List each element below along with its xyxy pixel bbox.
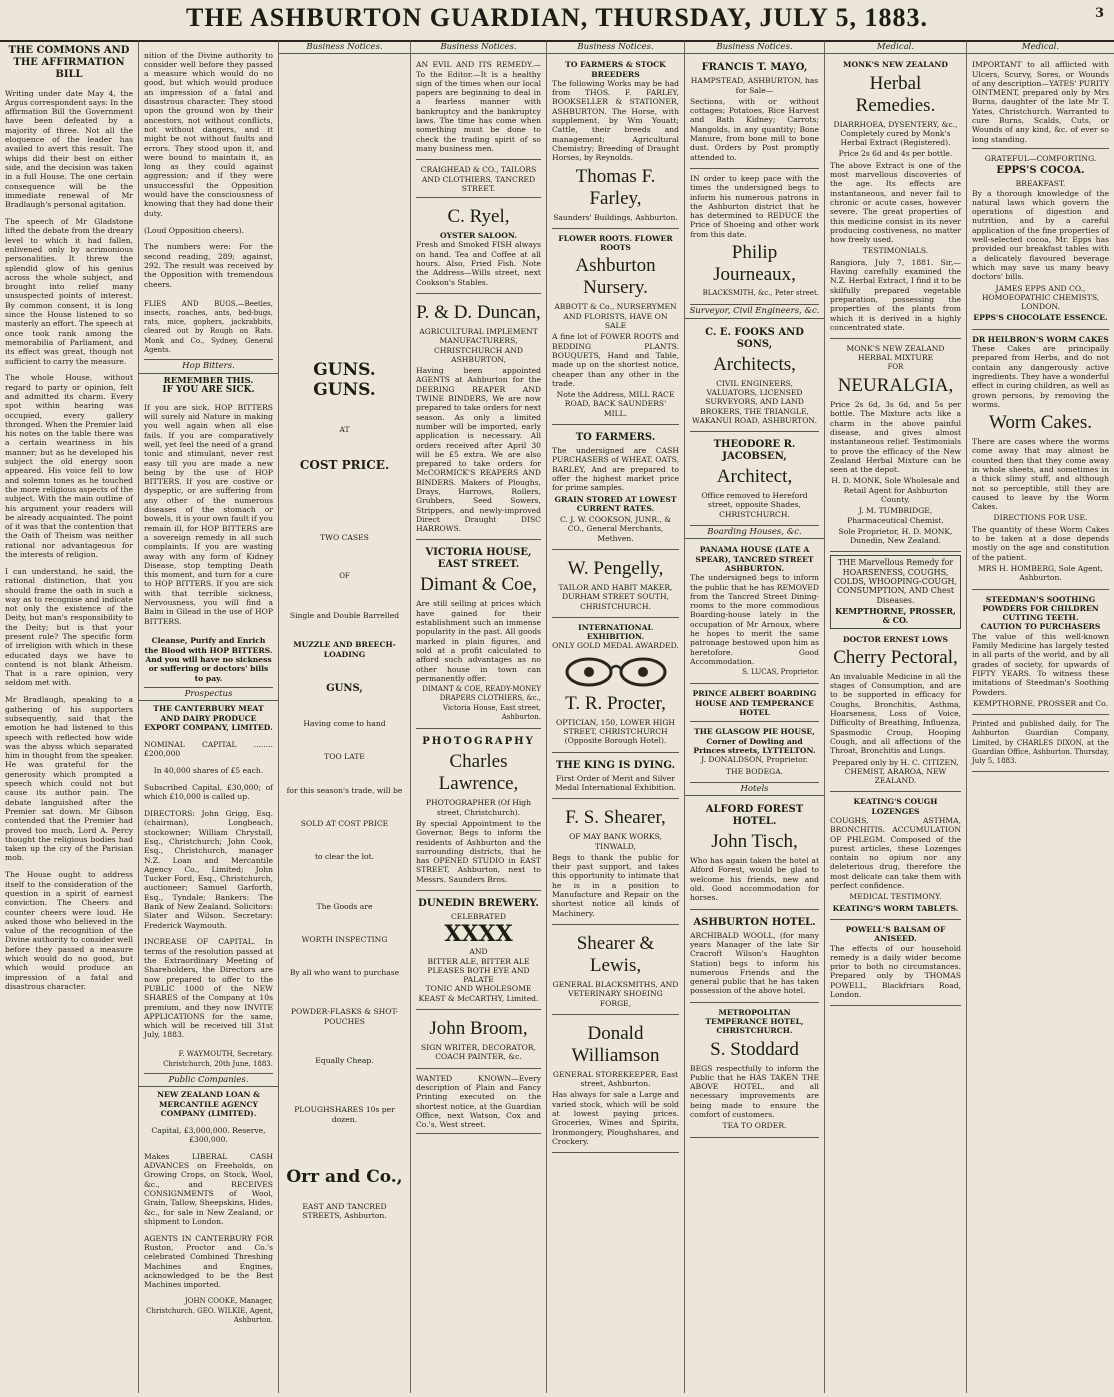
ad-hop-title: REMEMBER THIS. bbox=[163, 375, 254, 386]
ad-powell-title: POWELL'S BALSAM OF ANISEED. bbox=[845, 924, 946, 944]
section-heading-business: Business Notices. bbox=[411, 43, 546, 54]
ad-journeaux bbox=[690, 171, 819, 305]
ad-abbott-body: A fine lot of FOWER ROOTS and BEDDING PLANTS. BOUQUETS, Hand and Table, made up on the shortest notice, cheaper than any other in the trade. bbox=[552, 332, 679, 388]
ad-heilbron-title: DR HEILBRON'S WORM CAKES bbox=[972, 334, 1109, 344]
ad-worm-tablets: KEATING'S WORM TABLETS. bbox=[832, 903, 959, 913]
ad-shearer-lewis-name: Shearer & Lewis, bbox=[576, 932, 655, 976]
ad-tumbridge: J. M. TUMBRIDGE, Pharmaceutical Chemist. bbox=[847, 506, 944, 525]
agents-signature: JOHN COOKE, Manager, Christchurch. GEO. WILKIE, Agent, Ashburton. bbox=[146, 1297, 273, 1324]
ad-hop-body: If you are sick, HOP BITTERS will surely aid Nature in making you well again when all else fails. If you are comparatively well, yet feel the need of a grand tonic and stimulant, never rest easy till you are made a new being by the use of HOP BITTERS. If you are costive or dyspeptic, or are suffering from any other of the numerous diseases of the stomach or bowels, it is your own fault if you remain ill, for HOP BITTERS are a sovereign remedy in all such complaints. If you are wasting away with any form of Kidney Disease, stop tempting Death this moment, and turn for a cure to HOP BITTERS. If you are sick with that terrible sickness, Nervousness, you will find a Balm in Gilead in the use of HOP BITTERS. bbox=[144, 402, 273, 626]
ad-glasgow bbox=[690, 724, 819, 782]
ad-intl-heading: INTERNATIONAL EXHIBITION. bbox=[578, 622, 653, 642]
ad-epps bbox=[972, 151, 1109, 330]
ad-duncan-body: Having been appointed AGENTS at Ashburton for the DEERING REAPER AND TWINE BINDERS, We are now prepared to take orders for next season. As only a limited number will be imported, early application is necessary. All orders received after April 30 will be £5 extra. We are also prepared to take orders for McCORMICK'S REAPERS AND BINDERS. Makers of Ploughs, Drays, Harrows, Rollers, Grubbers, Seed Sowers, Strippers, and newly-improved Direct Draught DISC HARROWS. bbox=[416, 366, 541, 534]
ad-fooks-architects: Architects, bbox=[713, 353, 796, 375]
section-heading-hotels: Hotels bbox=[685, 785, 824, 796]
ad-farmers-heading: TO FARMERS & STOCK BREEDERS bbox=[565, 60, 666, 79]
section-heading-business: Business Notices. bbox=[685, 43, 824, 54]
ad-guns-title: GUNS. GUNS. bbox=[313, 360, 376, 401]
ad-guns-season: for this season's trade, will be bbox=[286, 785, 403, 795]
article-paragraph: Writing under date May 4, the Argus correspondent says: In the affirmation Bill the Government have been defeated by a majority of three. Not all the eloquence of the leader has availed to avert this result. The whips did their best on either side, and the decision was taken in a full House. The one certain consequence will be the immediate renewal of Mr Bradlaugh's personal agitation. bbox=[5, 88, 134, 210]
ad-orr-address: EAST AND TANCRED STREETS, Ashburton. bbox=[302, 1201, 387, 1221]
section-heading-surveyors: Surveyor, Civil Engineers, &c. bbox=[685, 307, 824, 318]
section-heading-boarding: Boarding Houses, &c. bbox=[685, 528, 824, 539]
ad-duncan-name: P. & D. Duncan, bbox=[416, 301, 541, 323]
column-6 bbox=[685, 41, 825, 1393]
ad-ryel-name: C. Ryel, bbox=[447, 206, 510, 228]
ad-mayo-body: Sections, with or without cottages; Potatoes, Rice Harvest and Bath Kidney; Carrots; Mangolds, in any quantity; Bone Manure, from bone mill to bone dust. Orders by Post promptly attended to. bbox=[690, 96, 819, 162]
ad-mixture-title: MONK'S NEW ZEALAND HERBAL MIXTURE bbox=[846, 344, 945, 363]
ad-mayo-sub: HAMPSTEAD, ASHBURTON, has for Sale— bbox=[690, 76, 819, 95]
prospectus-subscribed: Subscribed Capital, £30,000; of which £10,000 is called up. bbox=[144, 782, 273, 802]
ad-flower-heading: FLOWER ROOTS. FLOWER ROOTS bbox=[558, 233, 673, 253]
column-3 bbox=[279, 41, 411, 1393]
article-source: (Loud Opposition cheers). bbox=[144, 225, 244, 235]
ad-dimant-body: Are still selling at prices which have gained for their establishment such an immense popularity in the past. All goods marked in plain figures, and sold at a profit calculated to afford such advantages as no other house in town can permanently offer. bbox=[416, 599, 541, 683]
ad-steedman bbox=[972, 592, 1109, 716]
ad-dimant bbox=[416, 542, 541, 729]
ad-heilbron-body: These Cakes are principally prepared from Herbs, and do not contain any dangerously active ingredients. They have a wonderful effect in curing children, as well as grown persons, by removing the worms. bbox=[972, 344, 1109, 409]
article-paragraph: Mr Bradlaugh, speaking to a gathering of his supporters subsequently, said that the emotion he had listened to this speech with reflected how wide was the abyss which separated him in thought from the speaker. He was grateful for the generosity which prompted a speech which could not but cause its author pain. The debate languished after the Premier sat down. Mr Gibson contended that the Premier had proved too much. Lord A. Percy thought the religious bodies had taken up the cry of the Parisian mob. bbox=[5, 695, 133, 863]
section-heading-prospectus: Prospectus bbox=[139, 690, 278, 701]
blank-space bbox=[284, 57, 405, 357]
ad-mixture-for: FOR bbox=[887, 362, 904, 371]
prospectus-signature: F. WAYMOUTH, Secretary. Christchurch, 20th June, 1883. bbox=[144, 1047, 273, 1074]
ad-panama bbox=[690, 542, 819, 684]
ad-lawrence-sub: PHOTOGRAPHER (Of High street, Christchurch). bbox=[425, 798, 532, 817]
ad-cherry-body: An invaluable Medicine in all the stages of Consumption, and are to be supported in efficacy for Coughs, Bronchitis, Asthma, Hoarseness, Loss of Voice, Difficulty of Breathing, Influenza, Spasmodic Croup, Hooping Cough, and all affections of the Throat, Bronchitis and Lungs. bbox=[830, 671, 961, 756]
ad-ashburton-hotel-title: ASHBURTON HOTEL. bbox=[693, 916, 816, 928]
ad-keating-body: COUGHS, ASTHMA, BRONCHITIS. ACCUMULATION OF PHLEGM. Composed of the purest articles, these Lozenges contain no opium nor any deleterious drug, therefore the most delicate can take them with perfect confidence. bbox=[830, 816, 961, 891]
ad-king-sub: First Order of Merit and Silver Medal International Exhibition. bbox=[554, 773, 677, 792]
ad-ryel-body: Fresh and Smoked FISH always on hand. Tea and Coffee at all hours. Also, Fried Fish. Note the Address—Wills street, next Cookson's Stables. bbox=[416, 240, 541, 287]
ad-craighead: CRAIGHEAD & CO., TAILORS AND CLOTHIERS, TANCRED STREET. bbox=[416, 162, 541, 198]
ad-photo-title: PHOTOGRAPHY bbox=[422, 736, 535, 748]
ad-monk-body: The above Extract is one of the most marvellous discoveries of the age. Its effects are instantaneous, and never fail to chronic or acute cases, however severe. The great properties of this medicine consist in its never producing costiveness, no matter how freely used. bbox=[830, 160, 961, 245]
ad-grain: GRAIN STORED AT LOWEST CURRENT RATES. bbox=[554, 494, 677, 513]
ad-panama-title: PANAMA HOUSE (LATE A SPEAR), TANCRED STREET ASHBURTON. bbox=[695, 545, 814, 573]
ad-jacobsen bbox=[690, 434, 819, 526]
ad-chocolate: EPPS'S CHOCOLATE ESSENCE. bbox=[973, 313, 1108, 323]
ad-farley-address: Saunders' Buildings, Ashburton. bbox=[553, 212, 678, 222]
ad-epps-sign: JAMES EPPS AND CO., HOMOEOPATHIC CHEMISTS, LONDON. bbox=[981, 283, 1100, 312]
ad-tofarmers-body: The undersigned are CASH PURCHASERS of WHEAT, OATS, BARLEY, And are prepared to offer the highest market price for prime samples. bbox=[552, 446, 679, 493]
ad-tofarmers-heading: TO FARMERS. bbox=[575, 432, 656, 444]
ad-guns-plough: PLOUGHSHARES 10s per dozen. bbox=[294, 1105, 395, 1124]
ad-guns-powder: POWDER-FLASKS & SHOT-POUCHES bbox=[290, 1007, 399, 1026]
ad-ashburton-hotel-body: ARCHIBALD WOOLL, (for many years Manager of the late Sir Cracroft Wilson's Haughton Station) begs to inform his numerous Friends and the general public that he has taken possession of the above hotel. bbox=[690, 930, 819, 996]
ad-monk-address: H. D. MONK, Sole Wholesale and Retail Agent for Ashburton County, bbox=[831, 476, 960, 504]
ad-shearer-sub: OF MAY BANK WORKS, TINWALD, bbox=[569, 832, 662, 851]
ad-guns-single: Single and Double Barrelled bbox=[289, 611, 400, 621]
ad-shearer-name: F. S. Shearer, bbox=[565, 807, 666, 829]
column-1 bbox=[0, 41, 139, 1393]
ad-epps-body: By a thorough knowledge of the natural laws which govern the operations of digestion and nutrition, and by a careful application of the fine properties of well-selected cocoa, Mr. Epps has provided our breakfast tables with a delicately flavoured beverage which may save us many heavy doctors' bills. bbox=[972, 188, 1109, 282]
nz-loan-body: Makes LIBERAL CASH ADVANCES on Freeholds, on Growing Crops, on Stock, Wool, &c., and RECEIVES CONSIGNMENTS of Wool, Grain, Tallow, Sheepskins, Hides, &c., for sale in New Zealand, or shipment to London. bbox=[144, 1151, 273, 1226]
ad-ryel-sub: OYSTER SALOON. bbox=[440, 231, 517, 241]
ad-heilbron bbox=[972, 332, 1109, 590]
section-heading-medical: Medical. bbox=[967, 43, 1114, 54]
section-heading-hop-bitters: Hop Bitters. bbox=[139, 362, 278, 373]
ad-epps-sub: GRATEFUL—COMFORTING. bbox=[984, 153, 1097, 163]
ad-keating bbox=[830, 794, 961, 920]
article-paragraph: I can understand, he said, the rational distinction, that you should frame the oath in such a way as to recognise and indicate not only the existence of the Deity, but man's responsibility to the Deity; but is that your present rule? The specific form of irreligion with which in these educated days we have to contend is not blank Atheism. That is a rare opinion, very seldom met with. bbox=[5, 566, 133, 688]
ad-horses-body: IN order to keep pace with the times the undersigned begs to inform his numerous patrons in the Ashburton district that he has determined to REDUCE the Price of Shoeing and other work from this date. bbox=[690, 173, 819, 239]
ad-guns-clear: to clear the lot. bbox=[314, 852, 375, 862]
ad-powell bbox=[830, 922, 961, 1006]
ad-tisch-body: Who has again taken the hotel at Alford Forest, would be glad to welcome his friends, new and old. Good accommodation for horses. bbox=[690, 856, 819, 903]
page-number: 3 bbox=[1094, 6, 1104, 21]
ad-ashburton-hotel bbox=[690, 912, 819, 1003]
ad-mayo bbox=[690, 57, 819, 169]
ad-alford-title: ALFORD FOREST HOTEL. bbox=[705, 804, 804, 828]
ad-nursery bbox=[552, 231, 679, 425]
ad-directions-body: The quantity of these Worm Cakes to be taken at a dose depends mostly on the age and constitution of the patient. bbox=[972, 524, 1109, 562]
ad-guns-at: AT bbox=[339, 425, 350, 435]
nz-loan-capital: Capital, £3,000,000. Reserve, £300,000. bbox=[151, 1125, 266, 1144]
ad-citizen: Prepared only by H. C. CITIZEN, CHEMIST, ARAROA, NEW ZEALAND. bbox=[832, 757, 959, 786]
ad-fooks-name: C. E. FOOKS AND SONS, bbox=[705, 326, 804, 350]
ad-king-heading: THE KING IS DYING. bbox=[555, 759, 676, 771]
ad-glasgow-title: THE GLASGOW PIE HOUSE, Corner of Dowling and Princes streets, LYTTELTON. bbox=[693, 727, 816, 755]
ad-victoria-title: VICTORIA HOUSE, EAST STREET. bbox=[425, 547, 532, 571]
ad-herbal: Herbal Remedies. bbox=[855, 72, 936, 116]
section-heading-business: Business Notices. bbox=[279, 43, 410, 54]
ad-gold-medal: ONLY GOLD MEDAL AWARDED. bbox=[552, 641, 679, 651]
ad-panama-sign: S. LUCAS, Proprietor. bbox=[742, 668, 819, 677]
ad-farmers-body: The following Works may be had from THOS. F. FARLEY, BOOKSELLER & STATIONER, ASHBURTON. The Horse, with supplement, by Wm Youatt; Cattle, their breeds and management; Agricultural Chemistry; Breeding of Draught Horses, by Reynolds. bbox=[552, 78, 679, 163]
ad-journeaux-sub: BLACKSMITH, &c., Peter street. bbox=[702, 289, 819, 298]
ad-pengelly-name: W. Pengelly, bbox=[567, 557, 664, 579]
ad-steedman-title: STEEDMAN'S SOOTHING POWDERS FOR CHILDREN CUTTING TEETH. bbox=[982, 594, 1099, 623]
ad-monk bbox=[830, 57, 961, 339]
ad-hop-tail: Cleanse, Purify and Enrich the Blood with HOP BITTERS. And you will have no sickness or suffering or doctors' bills to pay. bbox=[144, 633, 273, 687]
ad-abbott-title: ABBOTT & Co., NURSERYMEN AND FLORISTS, HAVE ON SALE bbox=[554, 302, 677, 331]
ad-procter bbox=[552, 620, 679, 753]
ad-guns-guns: GUNS, bbox=[326, 683, 363, 695]
ad-caution-body: The value of this well-known Family Medicine has largely tested in all parts of the world, and by all grades of society, for upwards of FIFTY YEARS. To witness these imitations of Steedman's Soothing Powders. bbox=[972, 631, 1109, 697]
ad-farley-name: Thomas F. Farley, bbox=[575, 165, 656, 209]
ad-evil: AN EVIL AND ITS REMEDY.—To the Editor.—It is a healthy sign of the times when our local papers are beginning to deal in a fearless manner with bankruptcy and the bankruptcy laws. The time has come when something must be done to check the trading spirit of so many business men. bbox=[416, 57, 541, 160]
ad-lawrence-name: Charles Lawrence, bbox=[438, 751, 519, 795]
ad-cookson-sign: C. J. W. COOKSON, JUNR., & CO., General Merchants, Methven. bbox=[559, 515, 672, 543]
ad-guns-two: TWO CASES bbox=[320, 532, 369, 542]
section-heading-public-companies: Public Companies. bbox=[139, 1076, 278, 1087]
prospectus-shares: In 40,000 shares of £5 each. bbox=[153, 765, 264, 775]
ad-stoddard-name: S. Stoddard bbox=[710, 1038, 799, 1060]
ad-king bbox=[552, 755, 679, 800]
ad-lawrence bbox=[416, 731, 541, 891]
masthead bbox=[0, 0, 1114, 42]
ad-guns-of: OF bbox=[339, 571, 350, 580]
column-4 bbox=[411, 41, 547, 1393]
ad-wanted: WANTED KNOWN—Every description of Plain and Fancy Printing executed on the shortest notice, at the Guardian Office, next Watson, Cox and Co.'s, West street. bbox=[416, 1071, 541, 1135]
ad-stoddard-body: BEGS respectfully to inform the Public that he HAS TAKEN THE ABOVE HOTEL, and all necessary improvements are being made to ensure the comfort of customers. bbox=[690, 1063, 819, 1120]
ad-testimonials-body: Rangiora, July 7, 1881. Sir,—Having carefully examined the N.Z. Herbal Extract, I find it to be skilfully prepared vegetable preparation, possessing the properties of the plants from which it is derived in a highly concentrated state. bbox=[830, 257, 961, 332]
article-paragraph: nition of the Divine authority to consider well before they passed a measure which would do no good, but which would produce an impression of a fatal and disastrous character. They stood upon the ground won by their ancestors, not without conflicts, not without dangers, and it might be not without faults and errors. They stood upon it, and were bound to maintain it, as long as they could against aggression; and if they were unsuccessful the Opposition would have the consciousness of knowing that they had done their duty. bbox=[144, 50, 273, 218]
ad-monk-title: MONK'S NEW ZEALAND bbox=[843, 60, 948, 70]
ad-dunedin-celebrated: CELEBRATED bbox=[450, 912, 506, 921]
ad-guns-sold: SOLD AT COST PRICE bbox=[300, 818, 389, 828]
ad-hop-sick: IF YOU ARE SICK. bbox=[162, 384, 255, 395]
ad-dunedin bbox=[416, 893, 541, 1010]
ad-guns-byall: By all who want to purchase bbox=[289, 968, 400, 978]
ad-pengelly-sub: TAILOR AND HABIT MAKER, DURHAM STREET SOUTH, CHRISTCHURCH. bbox=[558, 582, 673, 611]
ad-procter-name: T. R. Procter, bbox=[565, 692, 666, 714]
ad-cookson bbox=[552, 427, 679, 550]
newspaper-title: THE ASHBURTON GUARDIAN, THURSDAY, JULY 5, 1883. bbox=[186, 3, 928, 32]
ad-epps-title: EPPS'S COCOA. bbox=[996, 165, 1085, 177]
column-2 bbox=[139, 41, 279, 1393]
ad-kempthorne: KEMPTHORNE, PROSSER, & CO. bbox=[835, 605, 956, 626]
ad-dunedin-tonic: TONIC AND WHOLESOME bbox=[425, 984, 532, 994]
ad-shearer-lewis bbox=[552, 927, 679, 1015]
ad-medical-testimony: MEDICAL TESTIMONY. bbox=[849, 892, 942, 902]
ad-tisch-name: John Tisch, bbox=[711, 831, 798, 853]
ad-guns-worth: WORTH INSPECTING bbox=[301, 934, 388, 944]
ad-dimant-signature: DIMANT & COE, READY-MONEY DRAPERS CLOTHIERS, &c., Victoria House, East street, Ashburton. bbox=[422, 685, 541, 722]
ad-steedman-kempthorne: KEMPTHORNE, PROSSER and Co. bbox=[972, 698, 1109, 708]
spectacles-icon bbox=[561, 655, 671, 689]
ad-mayo-name: FRANCIS T. MAYO, bbox=[701, 62, 808, 74]
ad-neuralgia-body: Price 2s 6d, 3s 6d, and 5s per bottle. The Mixture acts like a charm in the above painful disease, and gives almost instantaneous relief. Testimonials to prove the efficacy of the New Zealand Herbal Mixture can be seen at the depot. bbox=[830, 400, 961, 475]
ad-williamson-name: Donald Williamson bbox=[571, 1022, 660, 1066]
ad-duncan bbox=[416, 296, 541, 541]
ad-guns-having: Having come to hand bbox=[303, 719, 386, 729]
ad-dunedin-bitter: BITTER ALE, BITTER ALE bbox=[427, 956, 530, 966]
ad-homberg: MRS H. HOMBERG, Sole Agent, Ashburton. bbox=[978, 563, 1103, 583]
ad-marvellous-body: THE Marvellous Remedy for HOARSENESS, COUGHS, COLDS, WHOOPING-COUGH, CONSUMPTION, AND Chest Diseases. bbox=[833, 558, 958, 605]
ad-stoddard bbox=[690, 1005, 819, 1138]
ad-jacobsen-name: THEODORE R. JACOBSEN, bbox=[713, 439, 796, 463]
ad-abbott-address: Note the Address, MILL RACE ROAD, BACK SAUNDERS' MILL. bbox=[556, 390, 675, 418]
ad-jacobsen-body: Office removed to Hereford street, opposite Shades, CHRISTCHURCH. bbox=[701, 491, 808, 519]
column-5 bbox=[547, 41, 685, 1393]
article-paragraph: The speech of Mr Gladstone lifted the debate from the dreary level to which it had fallen, enlivened only by acrimonious personalities. It threw the splendid glow of his genius across the whole subject, and brought into relief many unsuspected points of interest. By common consent, it is long since the House listened to so masterly an effort. The speech at once took rank among the memorabilia of Parliament, and its effect was great, though not sufficient to carry the measure. bbox=[5, 217, 133, 366]
ad-caution-title: CAUTION TO PURCHASERS bbox=[980, 622, 1101, 632]
ad-proprietor: Sole Proprietor, H. D. MONK, Dunedin, New Zealand. bbox=[838, 526, 953, 546]
ad-lawrence-body: By special Appointment to the Governor, Begs to inform the residents of Ashburton and the surrounding districts, that he has OPENED STUDIO in EAST STREET, Ashburton, next to Messrs. Saunders Bros. bbox=[416, 818, 541, 884]
ad-dunedin-keast: KEAST & McCARTHY, Limited. bbox=[418, 993, 539, 1003]
ad-monk-sub: DIARRHOEA, DYSENTERY, &c., Completely cured by Monk's Herbal Extract (Registered). bbox=[833, 119, 958, 148]
ad-tea: TEA TO ORDER. bbox=[722, 1121, 787, 1131]
ad-pengelly bbox=[552, 552, 679, 618]
ad-guns-muzzle: MUZZLE AND BREECH-LOADING bbox=[293, 640, 396, 659]
ad-duncan-sub: AGRICULTURAL IMPLEMENT MANUFACTURERS, CHRISTCHURCH AND ASHBURTON, bbox=[419, 326, 538, 364]
ad-neuralgia-title: NEURALGIA, bbox=[837, 375, 954, 397]
ad-williamson-body: Has always for sale a Large and varied stock, which will be sold at lowest paying prices. Groceries, Wines and Spirits, Ironmongery, Ploughshares, and Crockery. bbox=[552, 1090, 679, 1146]
ad-monk-price: Price 2s 6d and 4s per bottle. bbox=[838, 149, 953, 159]
ad-guns-toolate: TOO LATE bbox=[324, 752, 365, 762]
ad-powell-body: The effects of our household remedy is a daily wider become prior to both no circumstances. Prepared only by THOMAS POWELL, Blackfriars Road, London. bbox=[830, 943, 961, 1000]
ad-metro-title: METROPOLITAN TEMPERANCE HOTEL, CHRISTCHURCH. bbox=[705, 1007, 804, 1036]
ad-shearer bbox=[552, 801, 679, 925]
ad-dunedin-xxxx: XXXX bbox=[444, 921, 513, 948]
ad-jacobsen-architect: Architect, bbox=[716, 466, 793, 488]
ad-fooks bbox=[690, 322, 819, 432]
ad-neuralgia bbox=[830, 341, 961, 552]
ad-guns-goods: The Goods are bbox=[316, 901, 373, 911]
ad-procter-sub: OPTICIAN, 150, LOWER HIGH STREET, CHRISTCHURCH (Opposite Borough Hotel). bbox=[555, 717, 676, 746]
ad-testimonials: TESTIMONIALS. bbox=[862, 246, 929, 256]
ad-shearer-body: Begs to thank the public for their past support, and takes this opportunity to intimate that he is in a position to Manufacture and Repair on the shortest notice all kinds of Machinery. bbox=[552, 852, 679, 918]
article-paragraph: The numbers were: For the second reading, 289; against, 292. The result was received by the Opposition with tremendous cheers. bbox=[144, 242, 273, 289]
ad-cherry bbox=[830, 632, 961, 793]
ad-dunedin-and: AND bbox=[469, 947, 488, 957]
section-heading-medical: Medical. bbox=[825, 43, 966, 54]
ad-farley bbox=[552, 57, 679, 229]
section-heading-business: Business Notices. bbox=[547, 43, 684, 54]
ad-guns-cost: COST PRICE. bbox=[299, 457, 390, 472]
prospectus-capital: NOMINAL CAPITAL ........ £200,000 bbox=[144, 739, 273, 759]
ad-fooks-body: CIVIL ENGINEERS, VALUATORS, LICENSED SURVEYORS, AND LAND BROKERS, THE TRIANGLE, WAKANUI ROAD, ASHBURTON. bbox=[691, 378, 818, 425]
ad-nursery-name: Ashburton Nursery. bbox=[575, 255, 656, 299]
ad-cherry-name: Cherry Pectoral, bbox=[833, 646, 958, 668]
ad-albert: PRINCE ALBERT BOARDING HOUSE AND TEMPERANCE HOTEL bbox=[690, 686, 819, 722]
article-paragraph: The House ought to address itself to the consideration of the question in a spirit of earnest conviction. The Cheers and counter cheers were loud. He asked those who believed in the value of the recognition of the Divine authority to consider well before they passed a measure which would do no good, but which would produce an impression of a fatal and disastrous character. bbox=[5, 870, 133, 991]
ad-keating-title: KEATING'S COUGH LOZENGES bbox=[853, 797, 938, 816]
article-paragraph: The whole House, without regard to party or opinion, felt and admitted its charm. Every spot within hearing was occupied, every gallery thronged. When the Premier laid his notes on the table there was a certain weariness in his manner; but as he developed his subject the old energy soon appeared. His voice fell to low and solemn tones as he touched the more religious aspects of the subject. With the main outline of his argument your readers will be already acquainted. The point of it was that the contention that the Oath of Theism was neither rational nor advantageous for the interests of religion. bbox=[5, 373, 133, 560]
ad-dunedin-pleases: PLEASES BOTH EYE AND PALATE bbox=[427, 965, 530, 985]
ad-panama-body: The undersigned begs to inform the public that he has REMOVED from the Tancred Street Dining-rooms to the more commodious Boarding-house lately in the occupation of Mr Arnoux, where he hopes to merit the same patronage bestowed upon him as heretofore. Good Accommodation. bbox=[690, 573, 819, 666]
ad-tisch bbox=[690, 799, 819, 909]
ad-dimant-name: Dimant & Coe, bbox=[420, 574, 537, 596]
ad-worm-cakes: Worm Cakes. bbox=[989, 412, 1092, 434]
ad-journeaux-name: Philip Journeaux, bbox=[713, 242, 796, 286]
ad-orr-name: Orr and Co., bbox=[286, 1166, 403, 1187]
ad-flies: FLIES AND BUGS.—Beetles, insects, roaches, ants, bed-bugs, rats, mice, gophers, jackrabbits, cleared out by Rough on Rats. Monk and Co., Sydney, General Agents. bbox=[144, 297, 273, 361]
nz-loan-title: NEW ZEALAND LOAN & MERCANTILE AGENCY COMPANY (LIMITED). bbox=[157, 1090, 260, 1118]
prospectus-title: THE CANTERBURY MEAT AND DAIRY PRODUCE EXPORT COMPANY, LIMITED. bbox=[144, 704, 273, 732]
agents-body: AGENTS IN CANTERBURY FOR Ruston, Proctor and Co.'s celebrated Combined Threshing Machines and Engines, acknowledged to be the Best Machines imported. bbox=[144, 1233, 273, 1290]
column-7 bbox=[825, 41, 967, 1393]
ad-lows-title: DOCTOR ERNEST LOWS bbox=[842, 634, 949, 644]
prospectus-directors: DIRECTORS: John Grigg, Esq. (chairman), Longbeach, stockowner; William Chrystall, Esq., Christchurch; John Cook, Esq., Christchurch, manager N.Z. Loan and Mercantile Agency Co., Limited; John Tucker Ford, Esq., Christchurch, auctioneer; Samuel Garforth, Esq., Tyndale; Bankers: The Bank of New Zealand. Solicitors: Slater and Wilson. Secretary: Frederick Waymouth. bbox=[144, 809, 273, 930]
ad-williamson bbox=[552, 1017, 679, 1153]
imprint: Printed and published daily, for The Ashburton Guardian Company, Limited, by CHARLES DIXON, at the Guardian Office, Ashburton. Thursday, July 5, 1883. bbox=[972, 717, 1109, 771]
ad-shearer-lewis-sub: GENERAL BLACKSMITHS, AND VETERINARY SHOEING FORGE, bbox=[552, 979, 679, 1008]
ad-breakfast: BREAKFAST. bbox=[1015, 179, 1066, 189]
ad-guns-cheap: Equally Cheap. bbox=[315, 1056, 374, 1066]
ad-williamson-sub: GENERAL STOREKEEPER, East street, Ashburton. bbox=[552, 1069, 679, 1089]
ad-dunedin-title: DUNEDIN BREWERY. bbox=[418, 898, 539, 909]
ad-important: IMPORTANT to all afflicted with Ulcers, Scurvy, Sores, or Wounds of any description—YATES' PURITY OINTMENT, prepared only by Mrs Burns, daughter of the late Mr T. Yates, Christchurch. Warranted to cure Burns, Scalds, Cuts, or Wounds of any kind, &c. of ever so long standing. bbox=[972, 57, 1109, 149]
ad-broom-name: John Broom, bbox=[429, 1018, 528, 1040]
column-8 bbox=[967, 41, 1114, 1393]
ad-broom bbox=[416, 1012, 541, 1069]
ad-worm-body: There are cases where the worms come away that may almost be counted then that they come away in whole sheets, and sometimes in a thick slimy stuff, and although not so perceptible, still they are caused to leave by the Worm Cakes. bbox=[972, 437, 1109, 512]
ad-glasgow-proprietor: J. DONALDSON, Proprietor. bbox=[701, 755, 808, 765]
prospectus-increase: INCREASE OF CAPITAL. In terms of the resolution passed at the Extraordinary Meeting of Shareholders, the Directors are now prepared to offer to the PUBLIC 1000 of the NEW SHARES of the Company at 10s premium, and they now INVITE APPLICATIONS for the same, which will be received till 31st July, 1883. bbox=[144, 937, 273, 1040]
article-heading: THE COMMONS AND THE AFFIRMATION BILL bbox=[8, 45, 130, 80]
ad-bodega: THE BODEGA. bbox=[725, 766, 784, 776]
ad-broom-sub: SIGN WRITER, DECORATOR, COACH PAINTER, &c. bbox=[421, 1043, 536, 1062]
ad-directions: DIRECTIONS FOR USE. bbox=[993, 513, 1088, 523]
ad-ryel bbox=[416, 200, 541, 294]
ad-marvellous bbox=[830, 555, 961, 628]
